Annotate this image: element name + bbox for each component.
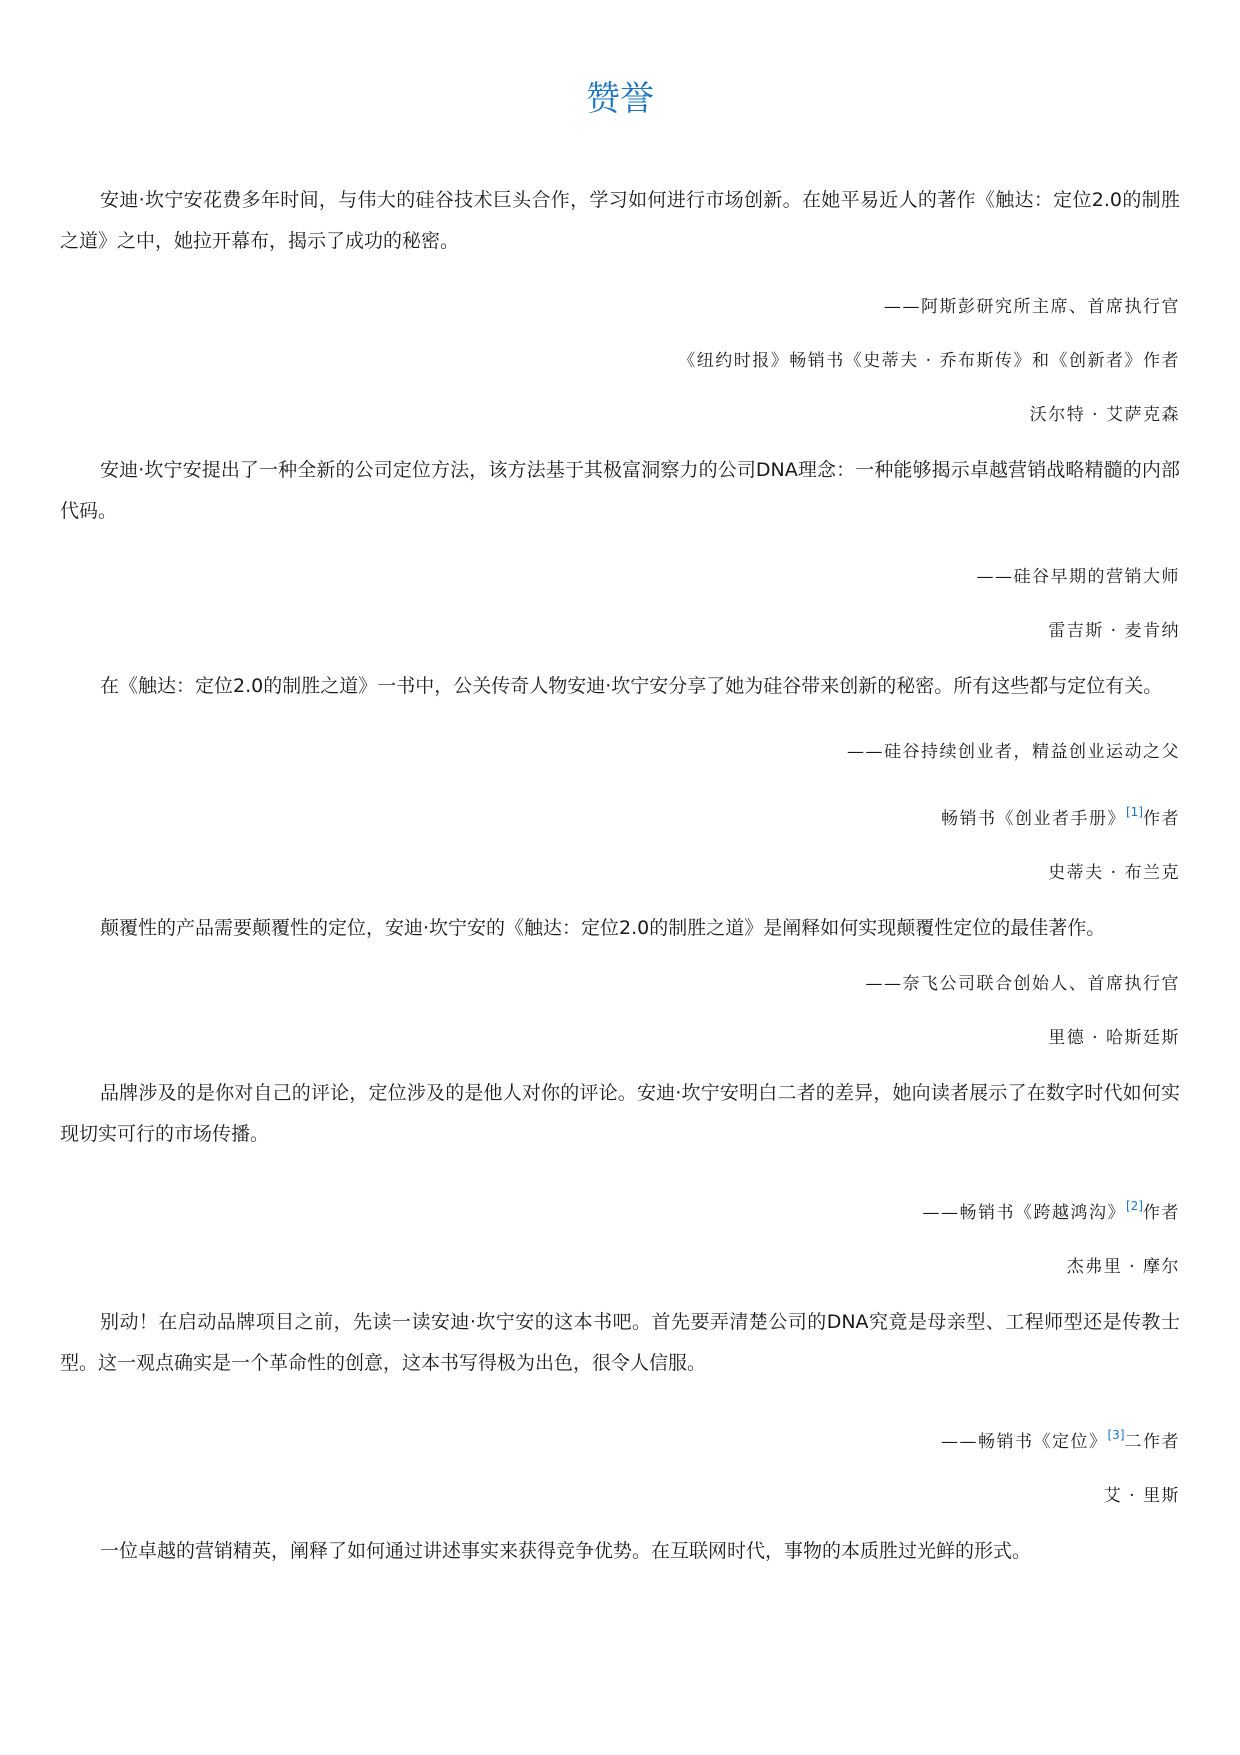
endorsement-text: 品牌涉及的是你对自己的评论，定位涉及的是他人对你的评论。安迪·坎宁安明白二者的差异，她向读者展示了在数字时代如何实现切实可行的市场传播。 xyxy=(60,1082,1180,1145)
endorser-title: ——奈飞公司联合创始人、首席执行官 xyxy=(865,974,1180,994)
endorser-title: ——硅谷早期的营销大师 xyxy=(976,567,1180,587)
endorser-credential xyxy=(60,1420,1180,1457)
endorsement-text: 颠覆性的产品需要颠覆性的定位，安迪·坎宁安的《触达：定位2.0的制胜之道》是阐释如何实现颠覆性定位的最佳著作。 xyxy=(100,917,1106,939)
endorsement-text: 安迪·坎宁安花费多年时间，与伟大的硅谷技术巨头合作，学习如何进行市场创新。在她平易近人的著作《触达：定位2.0的制胜之道》之中，她拉开幕布，揭示了成功的秘密。 xyxy=(60,189,1180,252)
page xyxy=(60,0,1180,1755)
endorser-name: 里德 · 哈斯廷斯 xyxy=(1048,1028,1180,1048)
endorser-name: 史蒂夫 · 布兰克 xyxy=(1048,863,1180,883)
endorser-name: 杰弗里 · 摩尔 xyxy=(1066,1257,1180,1277)
endorsement-text: 在《触达：定位2.0的制胜之道》一书中，公关传奇人物安迪·坎宁安分享了她为硅谷带来创新的秘密。所有这些都与定位有关。 xyxy=(100,675,1163,697)
endorser-name: 艾 · 里斯 xyxy=(1103,1486,1180,1506)
endorser-name: 雷吉斯 · 麦肯纳 xyxy=(1048,621,1180,641)
endorsement-text: 安迪·坎宁安提出了一种全新的公司定位方法，该方法基于其极富洞察力的公司DNA理念：一种能够揭示卓越营销战略精髓的内部代码。 xyxy=(60,459,1180,522)
credential-suffix: 作者 xyxy=(1143,809,1180,829)
endorser-title: ——硅谷持续创业者，精益创业运动之父 xyxy=(847,742,1180,762)
footnote-link[interactable]: [2] xyxy=(1126,1199,1143,1213)
credential-suffix: 二作者 xyxy=(1124,1432,1180,1452)
footnote-link[interactable]: [3] xyxy=(1107,1428,1125,1442)
credential-suffix: 作者 xyxy=(1143,1203,1180,1223)
endorser-credential xyxy=(60,1191,1180,1228)
endorser-credential xyxy=(60,797,1180,834)
credential-text: 畅销书《创业者手册》 xyxy=(941,809,1126,829)
endorser-title: ——阿斯彭研究所主席、首席执行官 xyxy=(884,297,1180,317)
footnote-link[interactable]: [1] xyxy=(1126,805,1143,819)
credential-text: ——畅销书《定位》 xyxy=(941,1432,1108,1452)
endorsement-text: 一位卓越的营销精英，阐释了如何通过讲述事实来获得竞争优势。在互联网时代，事物的本质胜过光鲜的形式。 xyxy=(100,1540,1032,1562)
credential-text: ——畅销书《跨越鸿沟》 xyxy=(922,1203,1126,1223)
page-title: 赞誉 xyxy=(586,79,654,119)
endorser-name: 沃尔特 · 艾萨克森 xyxy=(1029,405,1180,425)
endorsement-text: 别动！在启动品牌项目之前，先读一读安迪·坎宁安的这本书吧。首先要弄清楚公司的DNA究竟是母亲型、工程师型还是传教士型。这一观点确实是一个革命性的创意，这本书写得极为出色，很令人信服。 xyxy=(60,1311,1180,1374)
endorser-credential: 《纽约时报》畅销书《史蒂夫 · 乔布斯传》和《创新者》作者 xyxy=(678,351,1180,371)
